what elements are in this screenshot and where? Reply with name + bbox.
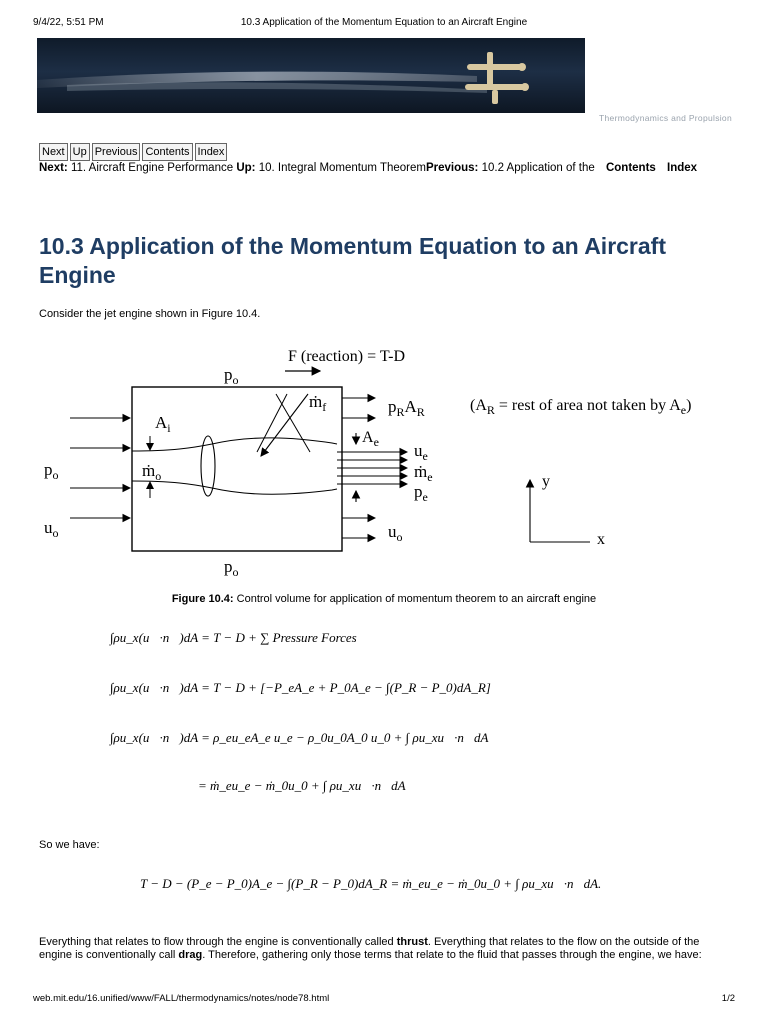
next-label: Next:: [39, 162, 68, 174]
final-equation: [140, 866, 640, 906]
contents-button[interactable]: Contents: [142, 143, 192, 161]
u-right-label: $u_o$: [388, 522, 403, 544]
caption-label: Figure 10.4:: [171, 593, 234, 605]
ue-label: $u_e$: [414, 441, 428, 463]
inflow-arrows: [70, 418, 130, 518]
equation-4: = ṁ_eu_e − ṁ_0u_0 + ∫ ρu_xu⃗·n⃗dA: [198, 778, 406, 793]
engine-control-volume-figure: [44, 340, 742, 585]
streamtube-upper: [132, 438, 337, 451]
fuel-arrow: [261, 394, 308, 456]
p-bottom-label: $p_o$: [224, 557, 239, 579]
momentum-equations: [110, 620, 630, 810]
Ai-label: $A_i$: [155, 413, 171, 435]
outflow-arrows: [337, 398, 407, 538]
thrust-term: thrust: [396, 936, 428, 948]
p-left-label: $p_o$: [44, 460, 59, 482]
p-top-label: $p_o$: [224, 365, 239, 387]
nav-links: [39, 162, 697, 174]
index-button[interactable]: Index: [195, 143, 228, 161]
up-label: Up:: [236, 162, 256, 174]
contents-link[interactable]: Contents: [605, 162, 656, 174]
me-label: ṁ$_e$: [414, 462, 433, 484]
page-number: 1/2: [721, 993, 735, 1004]
pRAR-label: $p_RA_R$: [388, 397, 425, 419]
u-left-label: $u_o$: [44, 518, 59, 540]
mf-label: ṁ$_f$: [309, 392, 327, 414]
equation-3: ∫ρu_x(u⃗·n⃗)dA = ρ_eu_eA_e u_e − ρ_0u_0A_0 u_0 + ∫ ρu_xu⃗·n⃗dA: [110, 730, 489, 745]
so-we-have-text: So we have:: [39, 839, 100, 851]
up-button[interactable]: Up: [70, 143, 90, 161]
figure-caption: [0, 593, 768, 605]
page-title: 10.3 Application of the Momentum Equation to an Aircraft Engine: [39, 233, 666, 288]
control-volume-box: [132, 387, 342, 551]
previous-link[interactable]: 10.2 Application of the: [481, 162, 595, 174]
drag-term: drag: [178, 949, 203, 961]
print-header: [33, 17, 735, 31]
previous-button[interactable]: Previous: [92, 143, 141, 161]
thrust-drag-paragraph: Everything that relates to flow through the engine is conventionally called thrust. Everything that relates to the flow on the outside of the engine is conventionally call drag. Therefore, gathering only those terms that relate to the fluid that passes through the engine, we have:: [39, 936, 702, 961]
mo-label: ṁ$_o$: [142, 461, 162, 483]
up-link[interactable]: 10. Integral Momentum Theorem: [258, 162, 426, 174]
pe-label: $p_e$: [414, 482, 428, 504]
print-title: 10.3 Application of the Momentum Equation to an Aircraft Engine: [240, 17, 528, 28]
equation-final: T − D − (P_e − P_0)A_e − ∫(P_R − P_0)dA_R = ṁ_eu_e − ṁ_0u_0 + ∫ ρu_xu⃗·n⃗dA.: [140, 876, 602, 891]
banner-image: [37, 38, 585, 113]
area-note: ($A_R$ = rest of area not taken by $A_e$): [470, 397, 692, 417]
previous-label: Previous:: [425, 162, 479, 174]
equation-2: ∫ρu_x(u⃗·n⃗)dA = T − D + [−P_eA_e + P_0A_e − ∫(P_R − P_0)dA_R]: [110, 680, 491, 695]
banner-jet-illustration: [37, 38, 585, 113]
caption-text: Control volume for application of momentum theorem to an aircraft engine: [236, 593, 597, 605]
x-axis-label: x: [597, 531, 605, 548]
intro-text: Consider the jet engine shown in Figure 10.4.: [39, 308, 261, 320]
print-footer: [33, 993, 735, 1007]
Ae-label: $A_e$: [362, 429, 379, 449]
y-axis-label: y: [542, 473, 550, 490]
streamtube-lower: [132, 481, 337, 494]
print-date: 9/4/22, 5:51 PM: [33, 17, 104, 28]
next-button[interactable]: Next: [39, 143, 68, 161]
index-link[interactable]: Index: [667, 162, 698, 174]
equation-1: ∫ρu_x(u⃗·n⃗)dA = T − D + ∑ Pressure Forces: [110, 630, 357, 645]
page-url: web.mit.edu/16.unified/www/FALL/thermodynamics/notes/node78.html: [33, 993, 330, 1004]
reaction-label: F (reaction) = T-D: [288, 348, 405, 365]
nav-buttons: [39, 143, 227, 161]
next-link[interactable]: 11. Aircraft Engine Performance: [70, 162, 234, 174]
site-tagline: Thermodynamics and Propulsion: [599, 113, 732, 123]
